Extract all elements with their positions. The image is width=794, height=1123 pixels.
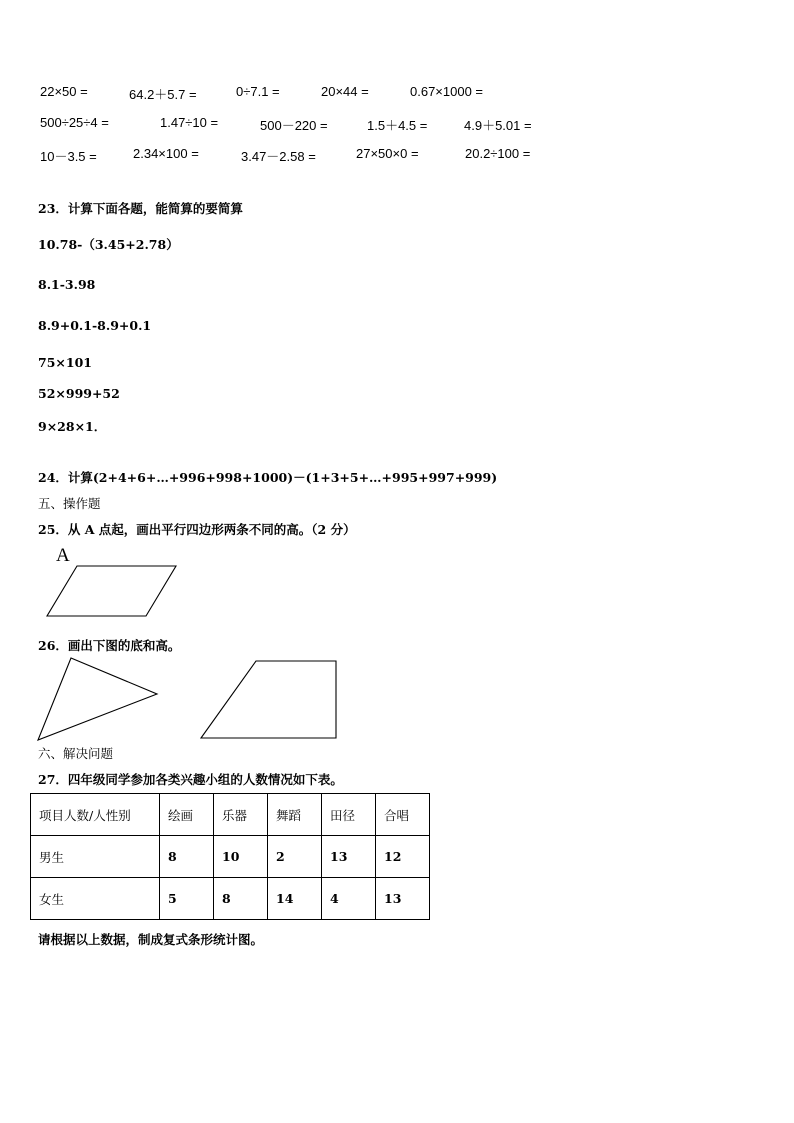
trapezoid	[201, 661, 336, 738]
q25-title: 25．从 A 点起，画出平行四边形两条不同的高。（2 分）	[38, 522, 356, 537]
q24-title: 24．计算(2+4+6+…+996+998+1000)－(1+3+5+…+995+997+999)	[38, 470, 498, 485]
table-cell: 10	[214, 836, 268, 878]
oral-calc-item: 4.9＋5.01 =	[464, 118, 532, 133]
section-6-heading: 六、解决问题	[38, 746, 114, 761]
table-header-cell: 乐器	[214, 794, 268, 836]
table-row	[31, 836, 430, 878]
oral-calc-item: 3.47－2.58 =	[241, 149, 316, 164]
table-cell: 女生	[31, 878, 160, 920]
table-cell: 14	[268, 878, 322, 920]
point-a-label: A	[56, 545, 70, 566]
table-cell: 13	[322, 836, 376, 878]
q23-title: 23．计算下面各题，能简算的要简算	[38, 201, 243, 216]
q23-item: 8.9+0.1-8.9+0.1	[38, 318, 152, 333]
table-header-cell: 项目人数/人性别	[31, 794, 160, 836]
oral-calc-item: 20×44 =	[321, 84, 369, 99]
q23-item: 10.78-（3.45+2.78）	[38, 237, 179, 252]
table-row	[31, 878, 430, 920]
table-cell: 男生	[31, 836, 160, 878]
q23-item: 8.1-3.98	[38, 277, 96, 292]
q27-title: 27．四年级同学参加各类兴趣小组的人数情况如下表。	[38, 772, 343, 787]
q27-note: 请根据以上数据，制成复式条形统计图。	[38, 932, 264, 947]
triangle	[38, 658, 157, 740]
oral-calc-item: 0.67×1000 =	[410, 84, 484, 99]
oral-calc-item: 500÷25÷4 =	[40, 115, 109, 130]
table-cell: 8	[160, 836, 214, 878]
oral-calc-item: 22×50 =	[40, 84, 88, 99]
oral-calc-item: 20.2÷100 =	[465, 146, 531, 161]
oral-calc-item: 1.47÷10 =	[160, 115, 219, 130]
q23-item: 9×28×1．	[38, 419, 107, 434]
oral-calc-item: 64.2＋5.7 =	[129, 87, 197, 102]
oral-calc-item: 10－3.5 =	[40, 149, 97, 164]
table-header-cell: 合唱	[376, 794, 430, 836]
table-header-cell: 绘画	[160, 794, 214, 836]
table-cell: 4	[322, 878, 376, 920]
oral-calc-item: 500－220 =	[260, 118, 328, 133]
q26-title: 26．画出下图的底和高。	[38, 638, 181, 653]
table-header-cell: 舞蹈	[268, 794, 322, 836]
section-5-heading: 五、操作题	[38, 496, 101, 511]
oral-calc-item: 1.5＋4.5 =	[367, 118, 428, 133]
oral-calc-item: 2.34×100 =	[133, 146, 199, 161]
q23-item: 75×101	[38, 355, 92, 370]
table-cell: 12	[376, 836, 430, 878]
table-cell: 8	[214, 878, 268, 920]
table-cell: 5	[160, 878, 214, 920]
interest-group-table	[30, 793, 430, 920]
table-header-row	[31, 794, 430, 836]
table-header-cell: 田径	[322, 794, 376, 836]
oral-calc-item: 27×50×0 =	[356, 146, 419, 161]
table-cell: 13	[376, 878, 430, 920]
q23-item: 52×999+52	[38, 386, 120, 401]
table-cell: 2	[268, 836, 322, 878]
oral-calc-item: 0÷7.1 =	[236, 84, 280, 99]
